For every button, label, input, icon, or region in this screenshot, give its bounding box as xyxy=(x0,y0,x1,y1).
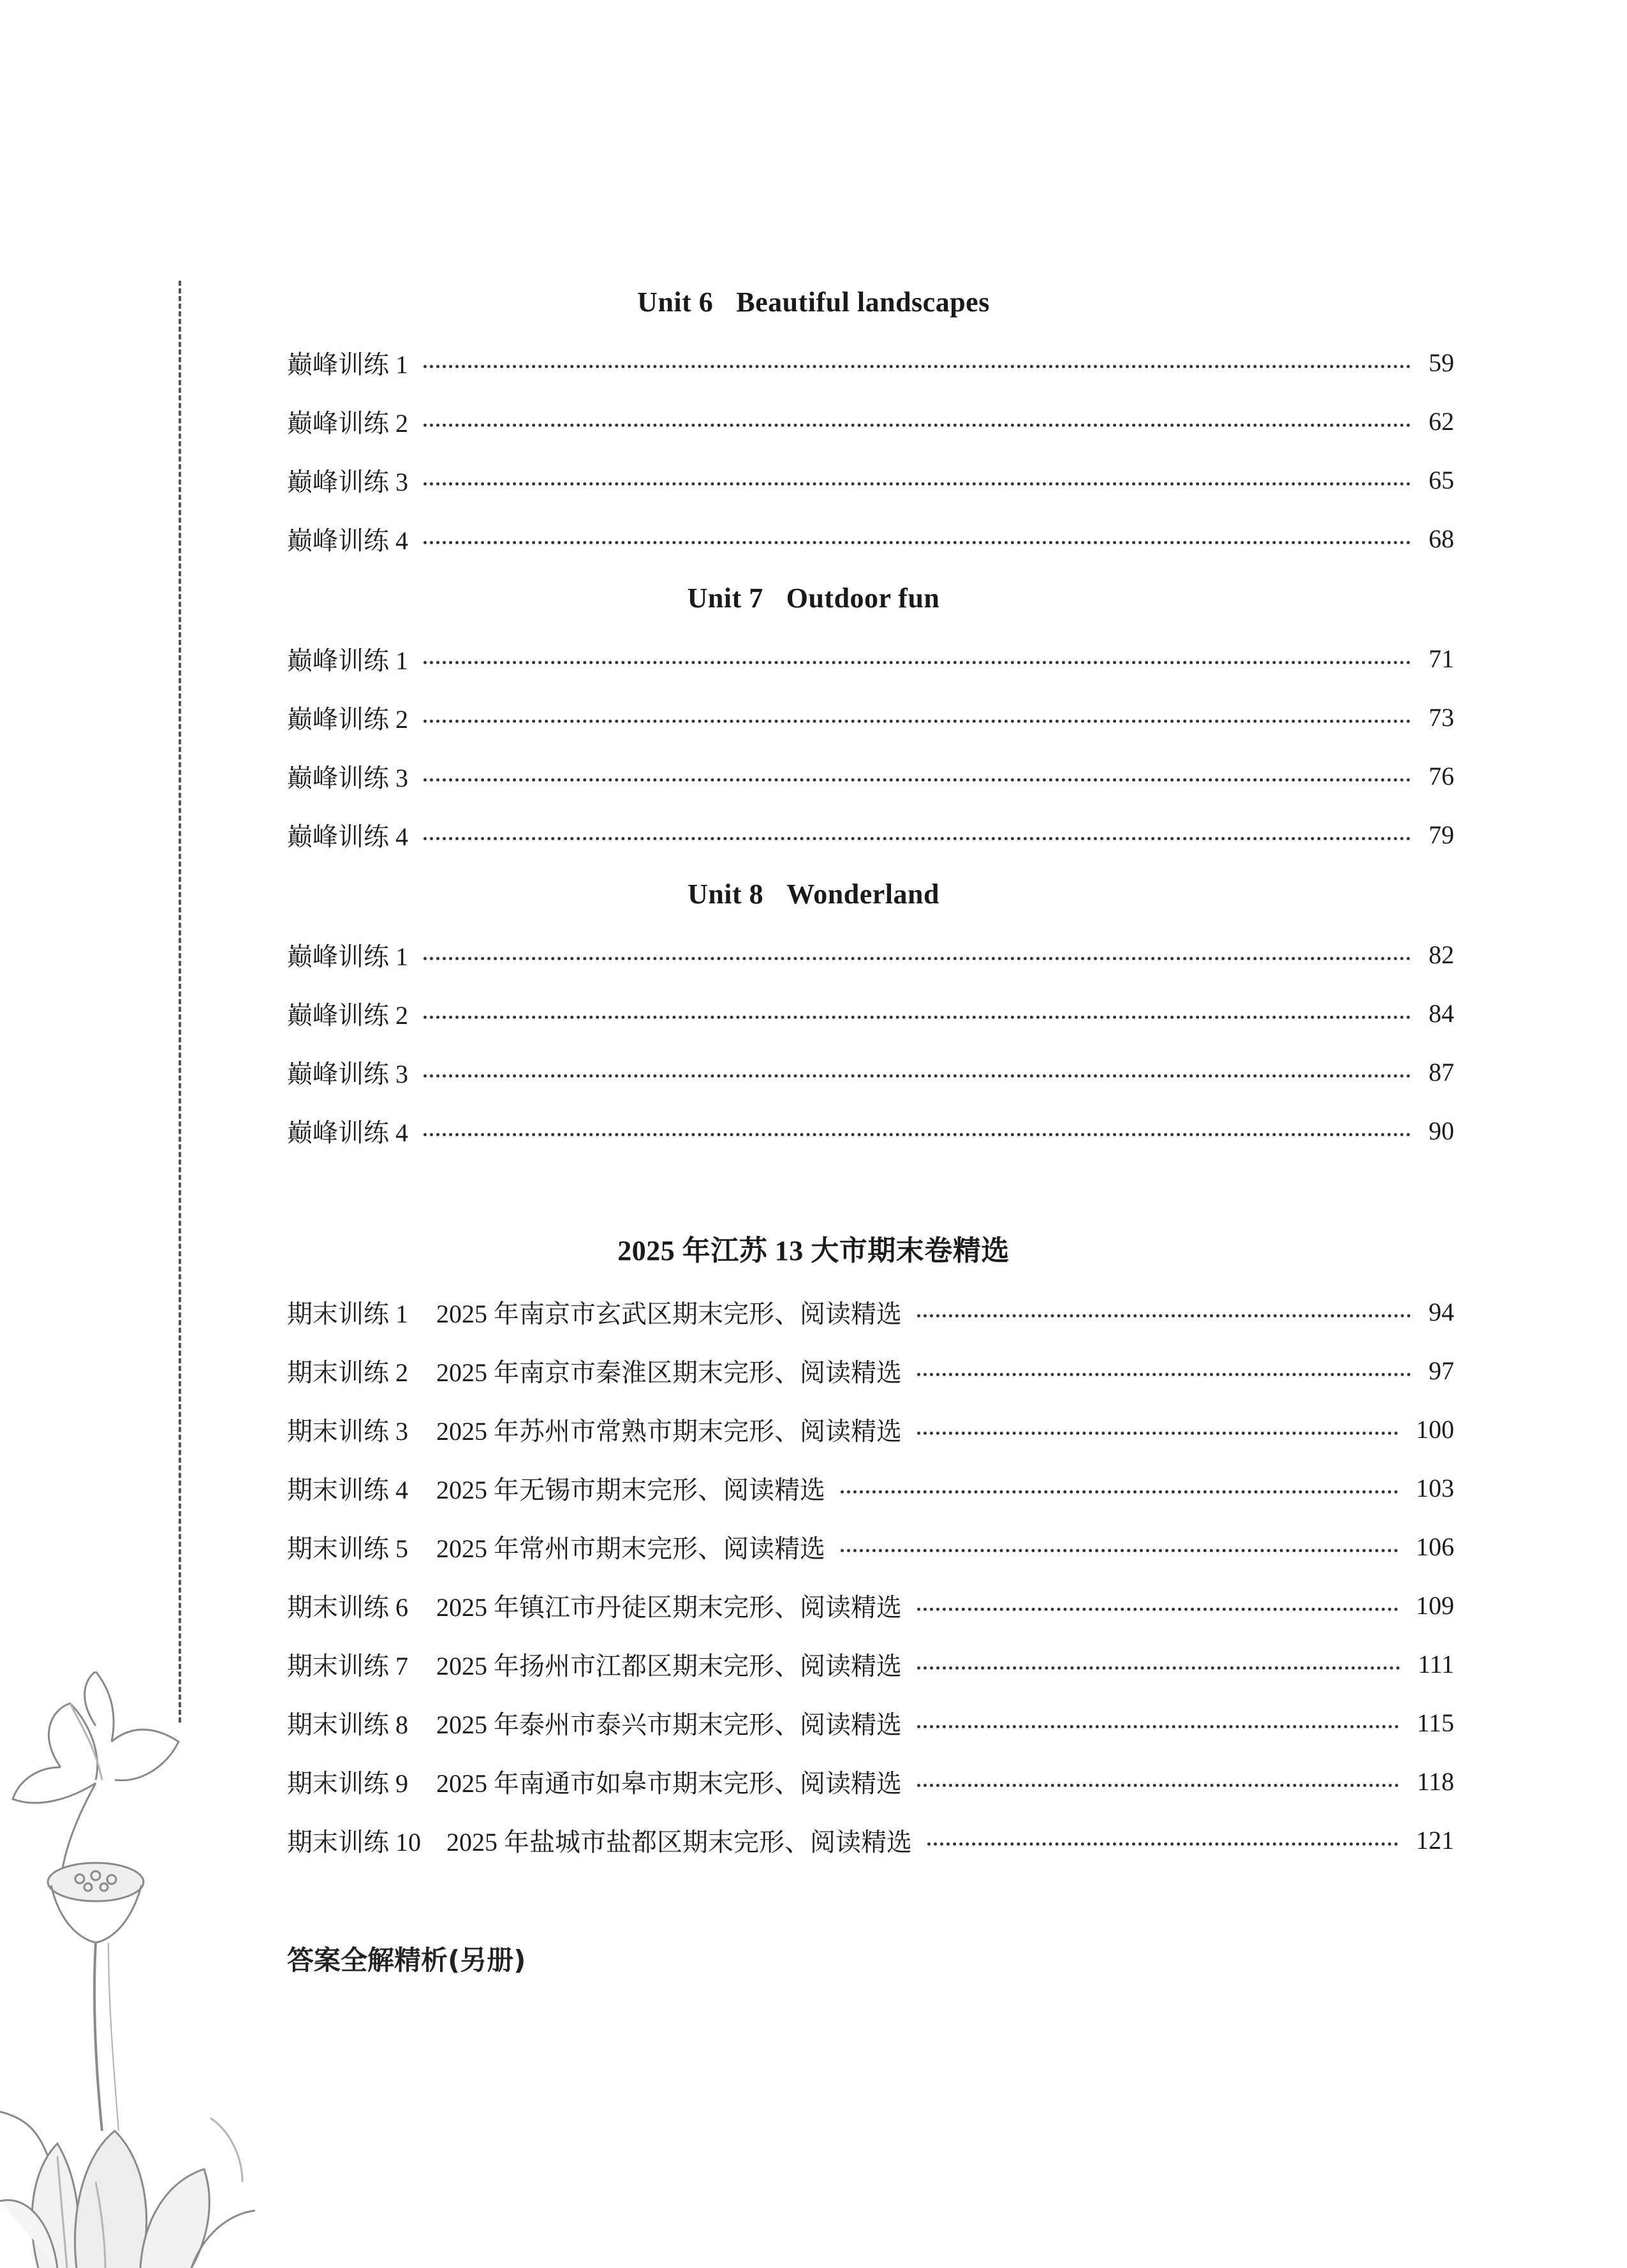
leader-dots xyxy=(423,482,1411,485)
leader-dots xyxy=(423,1133,1411,1136)
toc-entry-subtitle: 2025 年苏州市常熟市期末完形、阅读精选 xyxy=(436,1416,902,1446)
toc-entry-subtitle: 2025 年泰州市泰兴市期末完形、阅读精选 xyxy=(436,1710,902,1739)
toc-entry[interactable] xyxy=(287,1703,1454,1742)
leader-dots xyxy=(423,957,1411,960)
toc-entry-label: 期末训练 2 xyxy=(287,1358,408,1387)
toc-entry-page: 106 xyxy=(1416,1532,1454,1561)
toc-entry-label: 期末训练 8 xyxy=(287,1710,408,1739)
answer-booklet-note: 答案全解精析(另册) xyxy=(287,1945,526,1976)
toc-entry-subtitle: 2025 年无锡市期末完形、阅读精选 xyxy=(436,1475,825,1504)
toc-entry-label: 期末训练 1 xyxy=(287,1299,408,1328)
toc-entry-page: 71 xyxy=(1429,644,1454,673)
toc-entry-page: 68 xyxy=(1429,524,1454,553)
toc-entry-subtitle: 2025 年常州市期末完形、阅读精选 xyxy=(436,1534,825,1563)
toc-entry-page: 73 xyxy=(1429,702,1454,732)
toc-entry-label: 期末训练 10 xyxy=(287,1827,421,1857)
leader-dots xyxy=(917,1608,1398,1611)
section-title-unit-6-name: Beautiful landscapes xyxy=(736,286,990,318)
toc-entry-label: 巅峰训练 1 xyxy=(287,942,408,971)
leader-dots xyxy=(927,1842,1398,1846)
toc-entry-subtitle: 2025 年南通市如皋市期末完形、阅读精选 xyxy=(436,1768,902,1798)
leader-dots xyxy=(423,424,1411,427)
leader-dots xyxy=(423,1016,1411,1019)
toc-entry-label: 巅峰训练 1 xyxy=(287,646,408,675)
leader-dots xyxy=(423,837,1411,840)
toc-entry-page: 79 xyxy=(1429,820,1454,849)
leader-dots xyxy=(841,1490,1398,1493)
toc-entry[interactable] xyxy=(287,815,1454,854)
lotus-illustration xyxy=(0,1671,255,2268)
leader-dots xyxy=(917,1666,1400,1670)
toc-entry-subtitle: 2025 年南京市秦淮区期末完形、阅读精选 xyxy=(436,1358,902,1387)
toc-entry-page: 90 xyxy=(1429,1116,1454,1145)
toc-entry-label: 巅峰训练 3 xyxy=(287,1059,408,1088)
toc-entry-page: 65 xyxy=(1429,465,1454,494)
toc-entry[interactable] xyxy=(287,1645,1454,1683)
toc-entry[interactable] xyxy=(287,698,1454,736)
toc-entry-label: 期末训练 3 xyxy=(287,1416,408,1446)
toc-entry-page: 94 xyxy=(1429,1297,1454,1326)
toc-entry[interactable] xyxy=(287,1586,1454,1624)
section-title-final-exams: 2025 年江苏 13 大市期末卷精选 xyxy=(617,1235,1010,1266)
toc-entry-label: 巅峰训练 4 xyxy=(287,1118,408,1147)
section-title-unit-6 xyxy=(0,286,1627,318)
toc-entry[interactable] xyxy=(287,639,1454,678)
toc-entry[interactable] xyxy=(287,519,1454,558)
leader-dots xyxy=(423,365,1411,368)
leader-dots xyxy=(841,1549,1398,1552)
toc-entry-subtitle: 2025 年扬州市江都区期末完形、阅读精选 xyxy=(436,1651,902,1680)
section-title-unit-6-number: Unit 6 xyxy=(637,286,714,318)
toc-entry-label: 巅峰训练 4 xyxy=(287,822,408,851)
leader-dots xyxy=(917,1784,1399,1787)
leader-dots xyxy=(423,541,1411,544)
toc-entry[interactable] xyxy=(287,757,1454,795)
toc-entry-label: 巅峰训练 3 xyxy=(287,467,408,496)
toc-entry-label: 巅峰训练 2 xyxy=(287,1000,408,1030)
toc-entry[interactable] xyxy=(287,402,1454,440)
toc-entry-page: 76 xyxy=(1429,761,1454,790)
toc-entry-page: 115 xyxy=(1417,1708,1454,1737)
dashed-cut-line xyxy=(179,281,181,1723)
toc-entry[interactable] xyxy=(287,461,1454,499)
leader-dots xyxy=(917,1373,1411,1376)
toc-entry[interactable] xyxy=(287,1821,1454,1859)
toc-entry-page: 103 xyxy=(1416,1473,1454,1502)
toc-entry[interactable] xyxy=(287,1111,1454,1150)
section-title-unit-7-number: Unit 7 xyxy=(687,582,763,614)
toc-entry-label: 期末训练 4 xyxy=(287,1475,408,1504)
leader-dots xyxy=(917,1725,1399,1728)
section-title-unit-8-name: Wonderland xyxy=(786,878,939,910)
toc-entry-page: 87 xyxy=(1429,1057,1454,1086)
toc-entry-page: 59 xyxy=(1429,348,1454,377)
toc-entry-subtitle: 2025 年镇江市丹徒区期末完形、阅读精选 xyxy=(436,1592,902,1622)
toc-entry[interactable] xyxy=(287,1351,1454,1390)
section-title-unit-7 xyxy=(0,582,1627,614)
toc-entry-page: 109 xyxy=(1416,1590,1454,1620)
toc-entry-page: 111 xyxy=(1417,1649,1454,1679)
toc-entry-page: 82 xyxy=(1429,940,1454,969)
section-title-unit-8-number: Unit 8 xyxy=(688,878,764,910)
toc-entry-label: 巅峰训练 1 xyxy=(287,350,408,379)
toc-entry[interactable] xyxy=(287,1762,1454,1800)
toc-entry[interactable] xyxy=(287,343,1454,382)
leader-dots xyxy=(423,778,1411,782)
toc-entry[interactable] xyxy=(287,1293,1454,1331)
toc-entry-subtitle: 2025 年南京市玄武区期末完形、阅读精选 xyxy=(436,1299,902,1328)
toc-entry-label: 期末训练 9 xyxy=(287,1768,408,1798)
toc-entry-page: 118 xyxy=(1417,1767,1454,1796)
toc-entry[interactable] xyxy=(287,1527,1454,1566)
toc-entry-label: 期末训练 7 xyxy=(287,1651,408,1680)
toc-entry[interactable] xyxy=(287,1053,1454,1091)
toc-entry-page: 84 xyxy=(1429,998,1454,1028)
toc-entry[interactable] xyxy=(287,994,1454,1032)
toc-entry[interactable] xyxy=(287,1410,1454,1448)
toc-entry[interactable] xyxy=(287,1469,1454,1507)
toc-entry-page: 100 xyxy=(1416,1414,1454,1444)
section-title-unit-8 xyxy=(0,878,1627,910)
leader-dots xyxy=(917,1314,1411,1317)
toc-entry-page: 121 xyxy=(1416,1825,1454,1855)
toc-entry-subtitle: 2025 年盐城市盐都区期末完形、阅读精选 xyxy=(446,1827,912,1857)
toc-entry-label: 巅峰训练 2 xyxy=(287,704,408,734)
toc-entry-label: 巅峰训练 2 xyxy=(287,408,408,438)
toc-entry-label: 期末训练 6 xyxy=(287,1592,408,1622)
toc-entry-page: 97 xyxy=(1429,1356,1454,1385)
leader-dots xyxy=(423,720,1411,723)
toc-entry-page: 62 xyxy=(1429,406,1454,436)
leader-dots xyxy=(423,1074,1411,1078)
toc-entry[interactable] xyxy=(287,935,1454,974)
section-title-unit-7-name: Outdoor fun xyxy=(786,582,940,614)
leader-dots xyxy=(917,1432,1398,1435)
toc-entry-label: 期末训练 5 xyxy=(287,1534,408,1563)
toc-entry-label: 巅峰训练 4 xyxy=(287,526,408,555)
toc-entry-label: 巅峰训练 3 xyxy=(287,763,408,792)
leader-dots xyxy=(423,661,1411,664)
